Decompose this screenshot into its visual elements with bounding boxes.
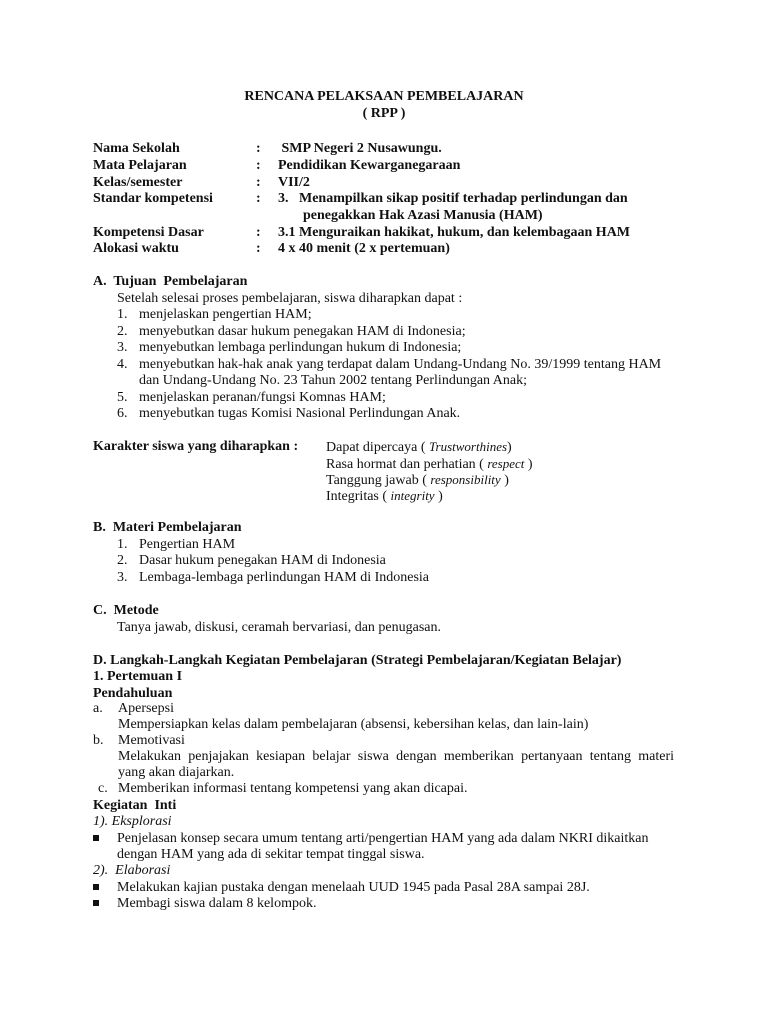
identity-sep: : [256, 158, 261, 173]
identity-sep: : [256, 191, 261, 206]
item-title: Memotivasi [118, 733, 185, 748]
section-text: Tanya jawab, diskusi, ceramah bervariasi, dan penugasan. [117, 620, 442, 635]
item-title: Apersepsi [118, 701, 174, 716]
bullet-item-continued: dengan HAM yang ada di sekitar tempat tinggal siswa. [117, 847, 425, 862]
list-item: menyebutkan hak-hak anak yang terdapat dalam Undang-Undang No. 39/1999 tentang HAM [139, 357, 662, 372]
karakter-item: Integritas ( integrity ) [326, 488, 443, 504]
subheading-pendahuluan: Pendahuluan [93, 686, 173, 701]
list-item: menyebutkan tugas Komisi Nasional Perlindungan Anak. [139, 406, 461, 421]
identity-label: Standar kompetensi [93, 191, 213, 206]
item-marker: b. [93, 733, 104, 748]
list-number: 2. [117, 324, 128, 339]
identity-value: 3.1 Menguraikan hakikat, hukum, dan kelembagaan HAM [278, 225, 631, 240]
list-number: 4. [117, 357, 128, 372]
meeting-heading: 1. Pertemuan I [93, 669, 183, 684]
list-item-continued: dan Undang-Undang No. 23 Tahun 2002 tentang Perlindungan Anak; [139, 373, 527, 388]
bullet-square-icon [93, 900, 99, 906]
list-number: 6. [117, 406, 128, 421]
subheading-elaborasi: 2). Elaborasi [93, 863, 171, 878]
section-heading: D. Langkah-Langkah Kegiatan Pembelajaran (Strategi Pembelajaran/Kegiatan Belajar) [93, 653, 622, 668]
section-intro: Setelah selesai proses pembelajaran, siswa diharapkan dapat : [117, 291, 463, 306]
list-item: menjelaskan peranan/fungsi Komnas HAM; [139, 390, 386, 405]
list-number: 5. [117, 390, 128, 405]
item-text: Mempersiapkan kelas dalam pembelajaran (absensi, kebersihan kelas, dan lain-lain) [118, 717, 589, 732]
identity-label: Kelas/semester [93, 175, 183, 190]
bullet-item: Membagi siswa dalam 8 kelompok. [117, 896, 317, 911]
list-number: 1. [117, 537, 128, 552]
karakter-label: Karakter siswa yang diharapkan : [93, 439, 299, 454]
identity-label: Kompetensi Dasar [93, 225, 204, 240]
list-item: Pengertian HAM [139, 537, 236, 552]
karakter-term: respect [487, 456, 525, 471]
karakter-term: integrity [390, 488, 435, 503]
karakter-item: Dapat dipercaya ( Trustworthines) [326, 439, 512, 455]
identity-label: Alokasi waktu [93, 241, 179, 256]
section-heading: C. Metode [93, 603, 159, 618]
identity-value-continued: penegakkan Hak Azasi Manusia (HAM) [303, 208, 543, 223]
subheading-eksplorasi: 1). Eksplorasi [93, 814, 172, 829]
identity-sep: : [256, 225, 261, 240]
bullet-item: Penjelasan konsep secara umum tentang arti/pengertian HAM yang ada dalam NKRI dikaitkan [117, 831, 649, 846]
item-text: Melakukan penjajakan kesiapan belajar siswa dengan memberikan pertanyaan tentang materi [118, 749, 674, 764]
identity-value: Pendidikan Kewarganegaraan [278, 158, 461, 173]
item-marker: c. [98, 781, 108, 796]
identity-sep: : [256, 175, 261, 190]
list-number: 3. [117, 570, 128, 585]
identity-sep: : [256, 141, 261, 156]
item-marker: a. [93, 701, 103, 716]
bullet-square-icon [93, 835, 99, 841]
item-text-continued: yang akan diajarkan. [118, 765, 235, 780]
bullet-item: Melakukan kajian pustaka dengan menelaah UUD 1945 pada Pasal 28A sampai 28J. [117, 880, 590, 895]
subheading-inti: Kegiatan Inti [93, 798, 177, 813]
karakter-term: Trustworthines [429, 439, 508, 454]
list-item: menyebutkan lembaga perlindungan hukum di Indonesia; [139, 340, 462, 355]
list-number: 2. [117, 553, 128, 568]
identity-sep: : [256, 241, 261, 256]
karakter-item: Tanggung jawab ( responsibility ) [326, 472, 509, 488]
document-subtitle: ( RPP ) [362, 106, 406, 121]
list-item: Lembaga-lembaga perlindungan HAM di Indonesia [139, 570, 430, 585]
identity-value: SMP Negeri 2 Nusawungu. [278, 141, 442, 156]
bullet-square-icon [93, 884, 99, 890]
identity-value: 4 x 40 menit (2 x pertemuan) [278, 241, 450, 256]
identity-value: 3. Menampilkan sikap positif terhadap perlindungan dan [278, 191, 628, 206]
identity-value: VII/2 [278, 175, 310, 190]
karakter-term: responsibility [430, 472, 501, 487]
item-text: Memberikan informasi tentang kompetensi yang akan dicapai. [118, 781, 468, 796]
list-item: Dasar hukum penegakan HAM di Indonesia [139, 553, 386, 568]
list-item: menjelaskan pengertian HAM; [139, 307, 312, 322]
section-heading: B. Materi Pembelajaran [93, 520, 242, 535]
identity-label: Mata Pelajaran [93, 158, 187, 173]
karakter-item: Rasa hormat dan perhatian ( respect ) [326, 456, 533, 472]
list-number: 3. [117, 340, 128, 355]
section-heading: A. Tujuan Pembelajaran [93, 274, 248, 289]
list-item: menyebutkan dasar hukum penegakan HAM di Indonesia; [139, 324, 466, 339]
list-number: 1. [117, 307, 128, 322]
document-title: RENCANA PELAKSAAN PEMBELAJARAN [244, 89, 524, 104]
identity-label: Nama Sekolah [93, 141, 180, 156]
